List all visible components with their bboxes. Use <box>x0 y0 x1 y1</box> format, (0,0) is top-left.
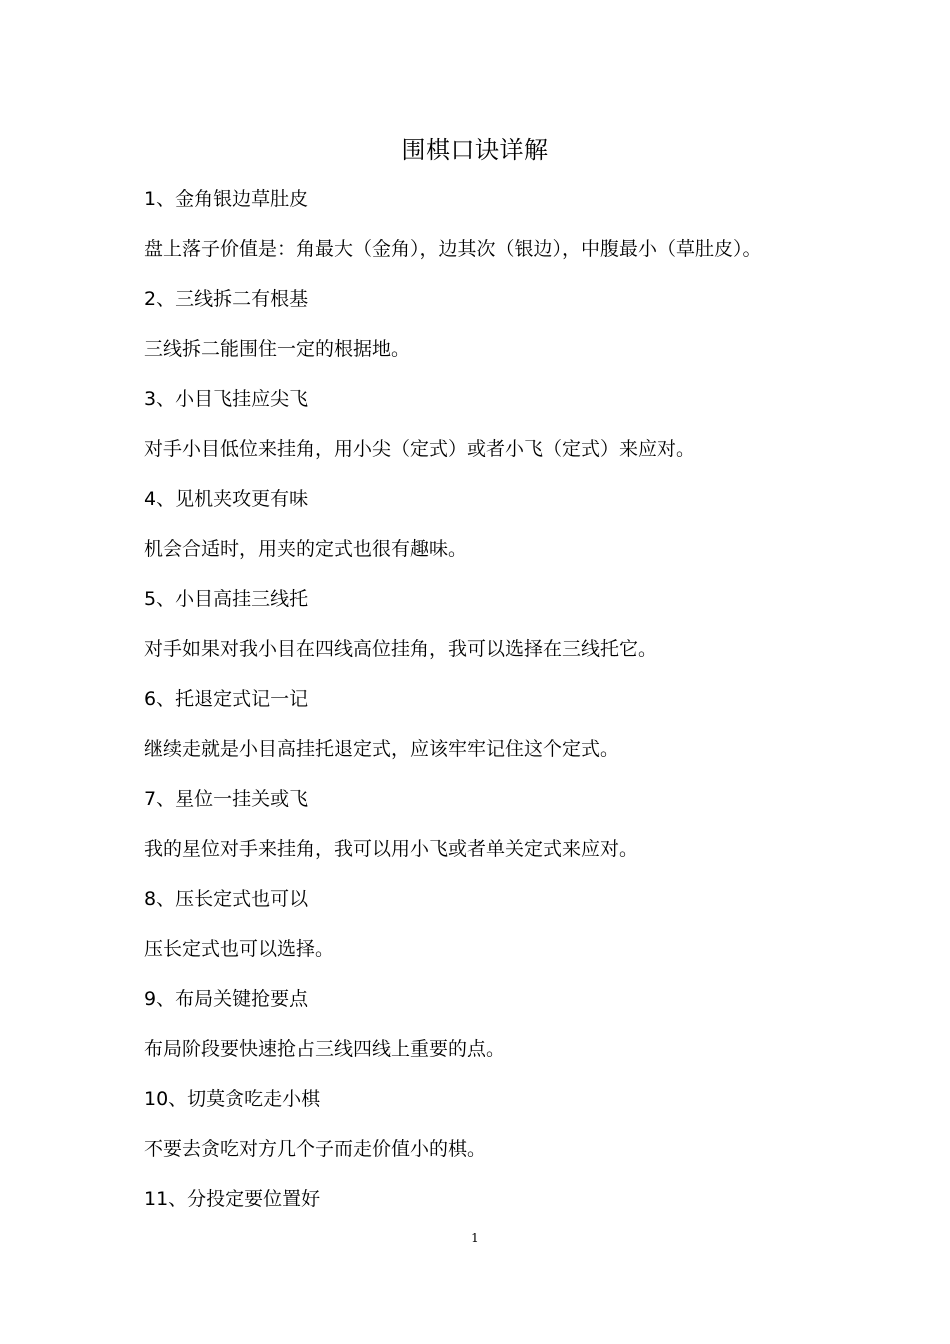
item-heading-6: 6、托退定式记一记 <box>144 688 309 710</box>
document-content <box>144 184 844 1234</box>
item-heading-4: 4、见机夹攻更有味 <box>144 488 309 510</box>
item-body-5: 对手如果对我小目在四线高位挂角，我可以选择在三线托它。 <box>144 638 658 660</box>
item-heading-8: 8、压长定式也可以 <box>144 888 309 910</box>
item-heading-1: 1、金角银边草肚皮 <box>144 188 309 210</box>
item-body-8: 压长定式也可以选择。 <box>144 938 335 960</box>
item-heading-9: 9、布局关键抢要点 <box>144 988 309 1010</box>
item-heading-10: 10、切莫贪吃走小棋 <box>144 1088 321 1110</box>
page-number: 1 <box>471 1231 479 1245</box>
item-body-2: 三线拆二能围住一定的根据地。 <box>144 338 411 360</box>
item-heading-5: 5、小目高挂三线托 <box>144 588 309 610</box>
document-title: 围棋口诀详解 <box>401 136 549 164</box>
item-body-10: 不要去贪吃对方几个子而走价值小的棋。 <box>144 1138 487 1160</box>
item-heading-11: 11、分投定要位置好 <box>144 1188 321 1210</box>
item-body-3: 对手小目低位来挂角，用小尖（定式）或者小飞（定式）来应对。 <box>144 438 696 460</box>
item-body-4: 机会合适时，用夹的定式也很有趣味。 <box>144 538 468 560</box>
item-body-7: 我的星位对手来挂角，我可以用小飞或者单关定式来应对。 <box>144 838 639 860</box>
item-body-9: 布局阶段要快速抢占三线四线上重要的点。 <box>144 1038 506 1060</box>
item-body-1: 盘上落子价值是：角最大（金角），边其次（银边），中腹最小（草肚皮）。 <box>144 238 762 260</box>
item-heading-3: 3、小目飞挂应尖飞 <box>144 388 309 410</box>
item-body-6: 继续走就是小目高挂托退定式，应该牢牢记住这个定式。 <box>144 738 620 760</box>
item-heading-7: 7、星位一挂关或飞 <box>144 788 309 810</box>
item-heading-2: 2、三线拆二有根基 <box>144 288 309 310</box>
